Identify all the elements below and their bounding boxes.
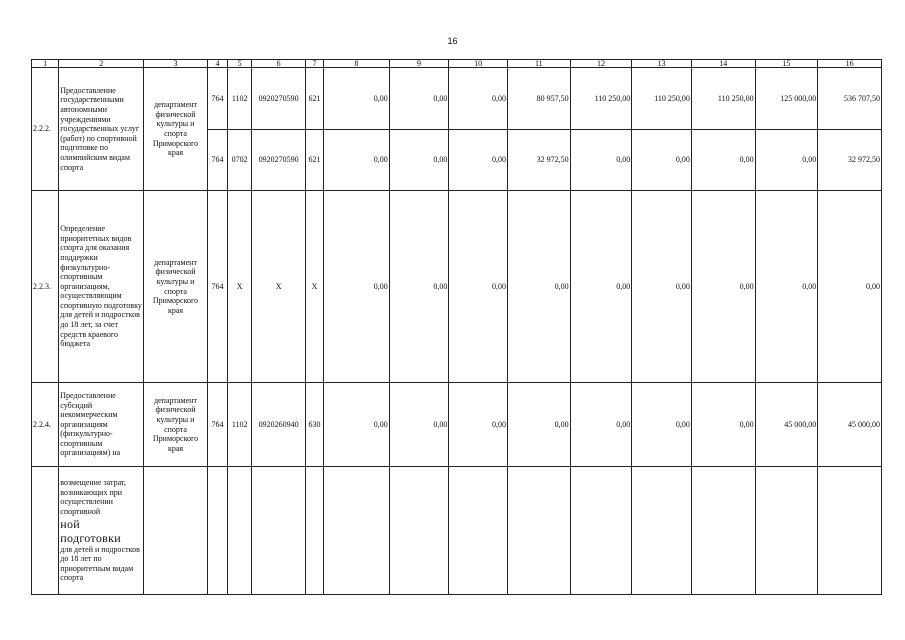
column-header: 5 <box>228 60 252 68</box>
empty-cell <box>228 467 252 595</box>
expense-type-code: 630 <box>305 383 323 467</box>
column-header: 16 <box>818 60 882 68</box>
amount-cell: 0,00 <box>389 191 449 383</box>
amount-cell: 0,00 <box>449 191 508 383</box>
amount-cell: 0,00 <box>389 383 449 467</box>
amount-cell: 0,00 <box>324 383 390 467</box>
amount-cell: 0,00 <box>507 191 570 383</box>
page-number: 16 <box>447 36 458 46</box>
empty-cell <box>449 467 508 595</box>
amount-cell: 0,00 <box>449 68 508 130</box>
column-header: 3 <box>144 60 208 68</box>
admin-code: 764 <box>207 130 227 191</box>
row-number: 2.2.3. <box>32 191 59 383</box>
amount-cell: 0,00 <box>507 383 570 467</box>
responsible-department: департамент физической культуры и спорта Приморского края <box>144 191 208 383</box>
column-header: 10 <box>449 60 508 68</box>
amount-cell: 80 957,50 <box>507 68 570 130</box>
empty-cell <box>32 467 59 595</box>
amount-cell: 32 972,50 <box>507 130 570 191</box>
amount-cell: 110 250,00 <box>632 68 692 130</box>
row-number: 2.2.4. <box>32 383 59 467</box>
table-row-continuation <box>32 467 882 595</box>
total-cell: 32 972,50 <box>818 130 882 191</box>
amount-cell: 0,00 <box>570 130 632 191</box>
responsible-department: департамент физической культуры и спорта Приморского края <box>144 68 208 191</box>
empty-cell <box>324 467 390 595</box>
amount-cell: 125 000,00 <box>755 68 818 130</box>
measure-text: для детей и подростков до 18 лет по приоритетным видам спорта <box>60 544 140 583</box>
responsible-department: департамент физической культуры и спорта Приморского края <box>144 383 208 467</box>
amount-cell: 0,00 <box>449 130 508 191</box>
section-code: 1102 <box>228 383 252 467</box>
column-header: 4 <box>207 60 227 68</box>
target-code: 0920260940 <box>252 383 306 467</box>
column-header: 1 <box>32 60 59 68</box>
admin-code: 764 <box>207 383 227 467</box>
empty-cell <box>144 467 208 595</box>
amount-cell: 0,00 <box>389 68 449 130</box>
amount-cell: 0,00 <box>632 383 692 467</box>
measure-text-large: ной подготовки <box>60 516 121 545</box>
amount-cell: 0,00 <box>449 383 508 467</box>
empty-cell <box>507 467 570 595</box>
amount-cell: 110 250,00 <box>570 68 632 130</box>
amount-cell: 0,00 <box>324 68 390 130</box>
measure-name-continuation <box>59 467 144 595</box>
total-cell: 45 000,00 <box>818 383 882 467</box>
admin-code: 764 <box>207 68 227 130</box>
expense-type-code: X <box>305 191 323 383</box>
amount-cell: 0,00 <box>691 130 755 191</box>
empty-cell <box>389 467 449 595</box>
amount-cell: 0,00 <box>389 130 449 191</box>
total-cell: 536 707,50 <box>818 68 882 130</box>
target-code: X <box>252 191 306 383</box>
row-number: 2.2.2. <box>32 68 59 191</box>
empty-cell <box>755 467 818 595</box>
amount-cell: 0,00 <box>691 191 755 383</box>
expense-type-code: 621 <box>305 68 323 130</box>
amount-cell: 0,00 <box>324 130 390 191</box>
section-code: 0702 <box>228 130 252 191</box>
measure-name: Определение приоритетных видов спорта для оказания поддержки физкультурно-спортивным организациям, осуществляющим спортивную подготовку для детей и подростков до 18 лет, за счет средств краевого бюджета <box>59 191 144 383</box>
column-header: 9 <box>389 60 449 68</box>
column-number-row <box>32 60 882 68</box>
amount-cell: 0,00 <box>632 130 692 191</box>
amount-cell: 0,00 <box>632 191 692 383</box>
admin-code: 764 <box>207 191 227 383</box>
empty-cell <box>691 467 755 595</box>
column-header: 14 <box>691 60 755 68</box>
empty-cell <box>818 467 882 595</box>
amount-cell: 0,00 <box>691 383 755 467</box>
empty-cell <box>632 467 692 595</box>
column-header: 2 <box>59 60 144 68</box>
column-header: 12 <box>570 60 632 68</box>
expense-type-code: 621 <box>305 130 323 191</box>
empty-cell <box>305 467 323 595</box>
column-header: 8 <box>324 60 390 68</box>
table-row <box>32 191 882 383</box>
target-code: 0920270590 <box>252 130 306 191</box>
measure-text: возмещение затрат, возникающих при осуществлении спортивной <box>60 478 126 516</box>
column-header: 13 <box>632 60 692 68</box>
amount-cell: 45 000,00 <box>755 383 818 467</box>
column-header: 6 <box>252 60 306 68</box>
measure-name: Предоставление государственными автономными учреждениями государственных услуг (работ) по спортивной подготовке по олимпийским видам спорта <box>59 68 144 191</box>
empty-cell <box>570 467 632 595</box>
empty-cell <box>207 467 227 595</box>
table-row <box>32 68 882 130</box>
section-code: 1102 <box>228 68 252 130</box>
program-table <box>31 59 882 595</box>
column-header: 15 <box>755 60 818 68</box>
total-cell: 0,00 <box>818 191 882 383</box>
column-header: 11 <box>507 60 570 68</box>
target-code: 0920270590 <box>252 68 306 130</box>
column-header: 7 <box>305 60 323 68</box>
amount-cell: 0,00 <box>755 191 818 383</box>
measure-name: Предоставление субсидий некоммерческим организациям (физкультурно-спортивным организациям) на <box>59 383 144 467</box>
empty-cell <box>252 467 306 595</box>
amount-cell: 0,00 <box>324 191 390 383</box>
amount-cell: 0,00 <box>570 191 632 383</box>
amount-cell: 0,00 <box>570 383 632 467</box>
amount-cell: 110 250,00 <box>691 68 755 130</box>
section-code: X <box>228 191 252 383</box>
amount-cell: 0,00 <box>755 130 818 191</box>
table-row <box>32 383 882 467</box>
